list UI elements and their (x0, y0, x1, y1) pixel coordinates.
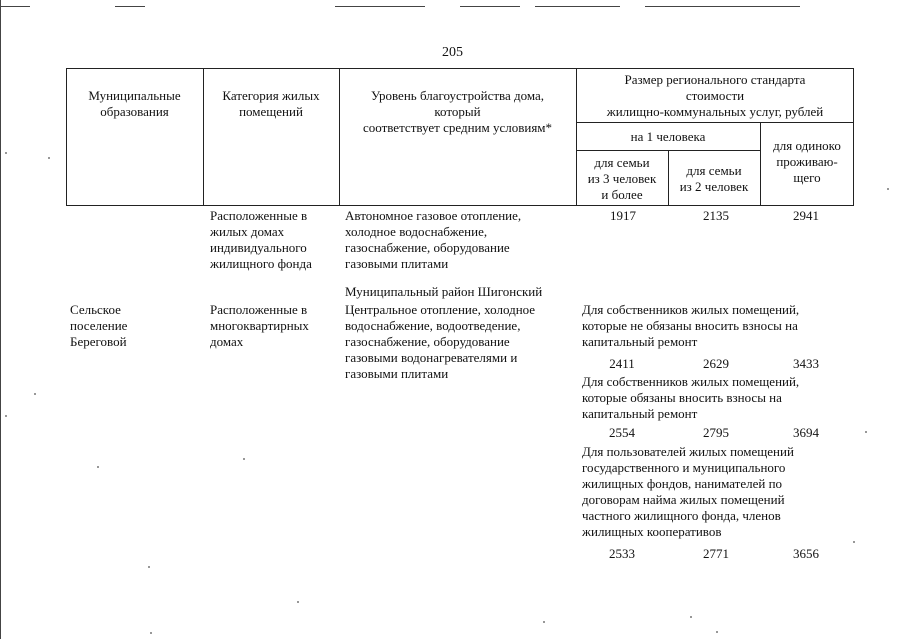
row2-group1-label: Для собственников жилых помещений, которые не обязаны вносить взносы на капитальный ремонт (582, 302, 800, 349)
scan-edge-top-3 (335, 6, 425, 7)
scan-speck (690, 616, 692, 618)
scan-edge-top-5 (535, 6, 620, 7)
scan-edge-top-2 (115, 6, 145, 7)
row2-group3-value-single: 3656 (793, 546, 819, 561)
row2-group2-value-single: 3694 (793, 425, 819, 440)
row2-group2-value-family3: 2554 (609, 425, 635, 440)
row2-municipal: Сельское поселение Береговой (70, 302, 128, 349)
header-municipal: Муниципальные образования (88, 88, 181, 119)
scan-speck (34, 393, 36, 395)
scan-speck (887, 188, 889, 190)
row2-group3-label: Для пользователей жилых помещений государственного и муниципального жилищных фондов, нанимателей по договорам найма жилых помещений частного жилищного фонда, членов жилищных кооперативов (582, 444, 794, 539)
row2-level: Центральное отопление, холодное водоснабжение, водоотведение, газоснабжение, оборудование газовыми водонагревателями и газовыми плитами (345, 302, 536, 381)
row2-group2-value-family2: 2795 (703, 425, 729, 440)
table-divider (576, 122, 854, 123)
scan-speck (97, 466, 99, 468)
row1-category: Расположенные в жилых домах индивидуального жилищного фонда (210, 208, 312, 271)
district-title: Муниципальный район Шигонский (345, 284, 543, 299)
scan-speck (5, 152, 7, 154)
scan-speck (297, 601, 299, 603)
scan-speck (148, 566, 150, 568)
scan-edge-top-6 (645, 6, 800, 7)
row2-group3-value-family2: 2771 (703, 546, 729, 561)
scan-speck (853, 541, 855, 543)
row1-value-single: 2941 (793, 208, 819, 223)
row1-level: Автономное газовое отопление, холодное водоснабжение, газоснабжение, оборудование газовыми плитами (345, 208, 522, 271)
scan-speck (5, 415, 7, 417)
header-category: Категория жилых помещений (222, 88, 320, 119)
header-family3: для семьи из 3 человек и более (587, 155, 657, 202)
row2-category: Расположенные в многоквартирных домах (210, 302, 309, 349)
page-number: 205 (442, 45, 463, 60)
scan-edge-top-4 (460, 6, 520, 7)
header-per-person: на 1 человека (630, 129, 706, 144)
scan-edge-left (0, 0, 1, 639)
scan-speck (48, 157, 50, 159)
scan-edge-top-1 (0, 6, 30, 7)
header-single: для одиноко проживаю- щего (773, 138, 841, 185)
row2-group2-label: Для собственников жилых помещений, которые обязаны вносить взносы на капитальный ремонт (582, 374, 800, 421)
row2-group1-value-single: 3433 (793, 356, 819, 371)
header-level: Уровень благоустройства дома, который соответствует средним условиям* (362, 88, 553, 135)
row2-group1-value-family2: 2629 (703, 356, 729, 371)
scan-speck (150, 632, 152, 634)
row2-group1-value-family3: 2411 (609, 356, 635, 371)
scan-speck (543, 621, 545, 623)
row1-value-family2: 2135 (703, 208, 729, 223)
header-family2: для семьи из 2 человек (679, 163, 749, 194)
row2-group3-value-family3: 2533 (609, 546, 635, 561)
scan-speck (243, 458, 245, 460)
scan-speck (716, 631, 718, 633)
header-standard-size: Размер регионального стандарта стоимости жилищно-коммунальных услуг, рублей (606, 72, 824, 119)
scan-speck (865, 431, 867, 433)
row1-value-family3: 1917 (610, 208, 636, 223)
